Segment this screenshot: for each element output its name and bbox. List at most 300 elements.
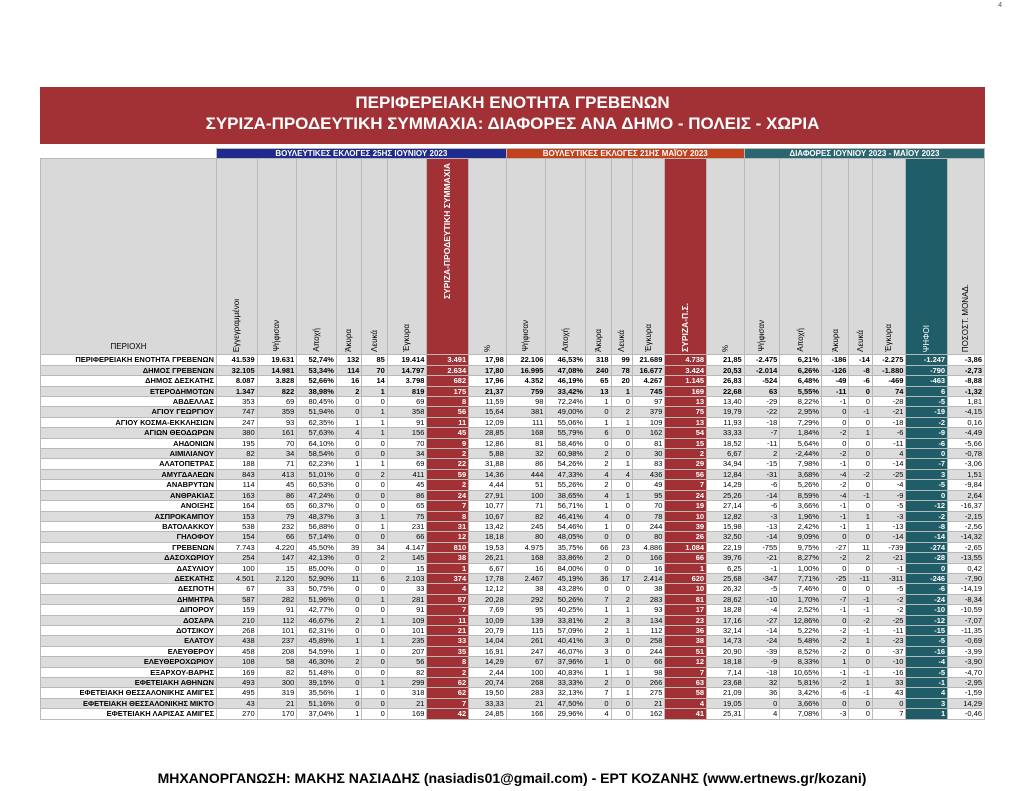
table-cell: 64,10% (297, 438, 337, 448)
table-cell: -22 (744, 407, 780, 417)
table-cell: 245 (506, 521, 546, 531)
table-cell: -14 (744, 625, 780, 635)
table-cell: 0 (362, 667, 387, 677)
table-cell: 1 (362, 615, 387, 625)
table-cell: 45 (257, 480, 297, 490)
table-cell: -311 (872, 573, 906, 583)
table-cell: 47,24% (297, 490, 337, 500)
table-cell: 75 (665, 407, 707, 417)
table-row (41, 563, 985, 573)
table-cell: 0 (336, 501, 361, 511)
table-cell: -5 (744, 584, 780, 594)
table-cell: -1 (744, 563, 780, 573)
table-cell: 1 (611, 667, 632, 677)
table-cell: 268 (216, 625, 257, 635)
table-cell: 38,65% (546, 490, 586, 500)
table-cell: 353 (216, 397, 257, 407)
table-cell: 0 (611, 449, 632, 459)
table-cell: -14 (872, 459, 906, 469)
table-cell: -14,19 (948, 584, 985, 594)
table-cell: 493 (216, 678, 257, 688)
table-cell: 43 (872, 688, 906, 698)
table-cell: 25,68 (707, 573, 745, 583)
region-name: ΑΜΥΓΔΑΛΕΩΝ (41, 469, 217, 479)
table-row (41, 646, 985, 656)
table-cell: 1 (611, 625, 632, 635)
table-cell: -2 (822, 625, 849, 635)
table-cell: 2.103 (387, 573, 427, 583)
table-cell: -5 (906, 667, 948, 677)
table-cell: 19,05 (707, 698, 745, 708)
table-cell: 91 (387, 417, 427, 427)
table-cell: 0 (611, 553, 632, 563)
region-name: ΑΓΙΟΥ ΓΕΩΡΓΙΟΥ (41, 407, 217, 417)
table-cell: 166 (506, 709, 546, 719)
table-cell: 12,84 (707, 469, 745, 479)
table-cell: 4 (586, 511, 611, 521)
table-cell: 0 (611, 709, 632, 719)
region-name: ΔΟΣΑΡΑ (41, 615, 217, 625)
table-cell: 7 (665, 480, 707, 490)
table-cell: 1 (611, 688, 632, 698)
table-cell: -1 (849, 625, 872, 635)
table-cell: 2 (849, 553, 872, 563)
table-cell: -1 (849, 407, 872, 417)
table-cell: 0 (849, 698, 872, 708)
table-cell: 318 (586, 355, 611, 365)
table-cell: 7,14 (707, 667, 745, 677)
table-cell: 1 (586, 667, 611, 677)
table-cell: 50,26% (546, 594, 586, 604)
table-cell: -24 (744, 636, 780, 646)
table-cell: 17,98 (469, 355, 507, 365)
table-cell: 3.828 (257, 376, 297, 386)
table-cell: -14 (906, 532, 948, 542)
table-row (41, 594, 985, 604)
table-cell: 759 (506, 386, 546, 396)
table-cell: 16,91 (469, 646, 507, 656)
table-cell: 14,29 (707, 480, 745, 490)
table-cell: 66 (665, 553, 707, 563)
table-cell: 13 (665, 397, 707, 407)
table-cell: 266 (632, 678, 665, 688)
table-cell: 37,04% (297, 709, 337, 719)
table-cell: 0 (849, 449, 872, 459)
table-cell: 18,18 (469, 532, 507, 542)
table-cell: -12 (906, 615, 948, 625)
table-cell: 93 (257, 417, 297, 427)
table-cell: 438 (216, 636, 257, 646)
table-cell: 2 (427, 667, 469, 677)
table-cell: 0 (849, 438, 872, 448)
table-cell: 32 (506, 449, 546, 459)
table-cell: 21,85 (707, 355, 745, 365)
table-cell: -2,15 (948, 511, 985, 521)
table-cell: -25 (872, 615, 906, 625)
table-cell: 3 (906, 469, 948, 479)
table-cell: 70 (632, 501, 665, 511)
table-cell: 261 (506, 636, 546, 646)
table-cell: 4 (427, 584, 469, 594)
table-cell: 17 (665, 605, 707, 615)
table-cell: 45,19% (546, 573, 586, 583)
footer-credit: ΜΗΧΑΝΟΡΓΑΝΩΣΗ: ΜΑΚΗΣ ΝΑΣΙΑΔΗΣ (nasiadis01@gmail.com) - ΕΡΤ ΚΟΖΑΝΗΣ (www.ertnews.gr/kozani) (157, 770, 867, 786)
table-cell: 66 (257, 532, 297, 542)
table-cell: 6 (362, 573, 387, 583)
table-cell: 21 (387, 698, 427, 708)
table-cell: 5,81% (780, 678, 822, 688)
table-cell: 374 (427, 573, 469, 583)
table-cell: 82 (216, 449, 257, 459)
table-cell: -1 (822, 521, 849, 531)
table-cell: 2 (586, 625, 611, 635)
table-cell: 0 (362, 501, 387, 511)
table-cell: 52,66% (297, 376, 337, 386)
table-cell: 0 (362, 657, 387, 667)
table-cell: -9 (872, 490, 906, 500)
table-cell: 7,29% (780, 417, 822, 427)
table-cell: 39,15% (297, 678, 337, 688)
table-cell: 6,67 (707, 449, 745, 459)
table-cell: 0 (586, 407, 611, 417)
table-cell: 91 (387, 605, 427, 615)
table-cell: 4.501 (216, 573, 257, 583)
table-cell: 35,75% (546, 542, 586, 552)
table-cell: 31,88 (469, 459, 507, 469)
table-cell: 2 (586, 449, 611, 459)
table-cell: 39 (665, 521, 707, 531)
table-cell: -3,86 (948, 355, 985, 365)
table-cell: 70 (387, 438, 427, 448)
table-cell: 11,59 (469, 397, 507, 407)
table-cell: 57,63% (297, 428, 337, 438)
table-cell: 24,85 (469, 709, 507, 719)
region-name: ΑΣΠΡΟΚΑΜΠΟΥ (41, 511, 217, 521)
table-cell: 20 (611, 376, 632, 386)
table-cell: 13,42 (469, 521, 507, 531)
table-cell: 7 (665, 667, 707, 677)
table-cell: 3.424 (665, 365, 707, 375)
table-row (41, 636, 985, 646)
table-cell: -2 (872, 605, 906, 615)
table-cell: 112 (257, 615, 297, 625)
table-cell: 0 (822, 615, 849, 625)
table-row (41, 615, 985, 625)
table-cell: 99 (611, 355, 632, 365)
table-cell: -2,56 (948, 521, 985, 531)
table-cell: 0 (586, 438, 611, 448)
table-cell: 1,96% (780, 511, 822, 521)
table-cell: 25,26 (707, 490, 745, 500)
table-cell: -0,46 (948, 709, 985, 719)
table-cell: 379 (632, 407, 665, 417)
table-cell: 55,79% (546, 428, 586, 438)
table-cell: 0 (611, 521, 632, 531)
table-cell: -11 (744, 438, 780, 448)
table-cell: 0 (362, 397, 387, 407)
table-cell: 2 (336, 615, 361, 625)
table-cell: -5 (872, 584, 906, 594)
table-cell: 4 (744, 709, 780, 719)
table-cell: 7,71% (780, 573, 822, 583)
table-cell: 45,50% (297, 542, 337, 552)
table-cell: -4 (822, 490, 849, 500)
table-row (41, 428, 985, 438)
table-cell: 1 (362, 678, 387, 688)
title-banner (40, 87, 985, 144)
page-number: 4 (998, 2, 1002, 9)
table-cell: 9,75% (780, 542, 822, 552)
table-cell: 1 (336, 459, 361, 469)
table-cell: 69 (387, 459, 427, 469)
table-cell: -0,69 (948, 636, 985, 646)
table-cell: 170 (257, 709, 297, 719)
table-cell: 24 (665, 490, 707, 500)
table-row (41, 667, 985, 677)
table-cell: 0 (336, 594, 361, 604)
table-cell: 33 (427, 636, 469, 646)
col-header: Αποχή (297, 159, 337, 355)
table-cell: 24 (427, 490, 469, 500)
table-cell: 3 (586, 636, 611, 646)
table-cell: 0 (362, 438, 387, 448)
table-cell: 380 (216, 428, 257, 438)
table-row (41, 449, 985, 459)
table-cell: 78 (611, 365, 632, 375)
table-cell: -15 (906, 625, 948, 635)
table-cell: 14,29 (948, 698, 985, 708)
table-cell: 1 (849, 521, 872, 531)
table-cell: 1 (586, 417, 611, 427)
table-cell: 20,79 (469, 625, 507, 635)
col-header: Έγκυρα (387, 159, 427, 355)
table-cell: 411 (387, 469, 427, 479)
table-cell: 8,59% (780, 490, 822, 500)
diff-group-header: ΔΙΑΦΟΡΕΣ ΙΟΥΝΙΟΥ 2023 - ΜΑΪΟΥ 2023 (744, 149, 984, 159)
table-cell: 1 (427, 563, 469, 573)
table-cell: 20,28 (469, 594, 507, 604)
table-cell: 0 (849, 459, 872, 469)
table-cell: 1,70% (780, 594, 822, 604)
table-cell: 0 (906, 563, 948, 573)
table-cell: 67 (216, 584, 257, 594)
table-cell: 18,28 (707, 605, 745, 615)
table-cell: 34 (362, 542, 387, 552)
col-header: Έγκυρα (632, 159, 665, 355)
table-cell: -7 (744, 428, 780, 438)
table-cell: 56 (387, 657, 427, 667)
table-cell: 6 (906, 386, 948, 396)
table-cell: 50,75% (297, 584, 337, 594)
table-cell: 358 (387, 407, 427, 417)
table-cell: 0 (336, 563, 361, 573)
table-cell: 13,40 (707, 397, 745, 407)
table-cell: 2 (336, 386, 361, 396)
table-cell: 46,53% (546, 355, 586, 365)
table-cell: -2 (822, 553, 849, 563)
table-cell: 78 (632, 511, 665, 521)
region-name: ΕΛΕΥΘΕΡΟΥ (41, 646, 217, 656)
table-cell: 11,93 (707, 417, 745, 427)
table-cell: 31 (427, 521, 469, 531)
table-cell: -6 (906, 584, 948, 594)
table-cell: 51,48% (297, 667, 337, 677)
table-cell: 0 (849, 386, 872, 396)
table-cell: 0 (822, 584, 849, 594)
table-cell: 111 (506, 417, 546, 427)
table-cell: -2.275 (872, 355, 906, 365)
table-cell: 1 (849, 678, 872, 688)
table-cell: -11 (872, 625, 906, 635)
table-cell: -29 (744, 397, 780, 407)
table-cell: 1 (362, 428, 387, 438)
table-cell: 2 (586, 553, 611, 563)
table-cell: 1 (362, 636, 387, 646)
table-cell: 21 (257, 698, 297, 708)
table-cell: 2,44 (469, 667, 507, 677)
table-cell: 231 (387, 521, 427, 531)
table-cell: 7,08% (780, 709, 822, 719)
table-cell: -49 (822, 376, 849, 386)
table-cell: 4.975 (506, 542, 546, 552)
table-cell: 0 (611, 698, 632, 708)
table-cell: 0 (336, 480, 361, 490)
table-cell: 65 (387, 501, 427, 511)
col-header: % (707, 159, 745, 355)
table-row (41, 553, 985, 563)
table-cell: 4 (906, 688, 948, 698)
table-cell: -6 (849, 376, 872, 386)
table-cell: 42,77% (297, 605, 337, 615)
table-cell: -8 (906, 521, 948, 531)
table-cell: 8 (427, 657, 469, 667)
table-cell: 1 (665, 563, 707, 573)
table-cell: 2 (427, 480, 469, 490)
table-cell: -14,32 (948, 532, 985, 542)
table-cell: -27 (822, 542, 849, 552)
table-cell: 4 (611, 469, 632, 479)
region-name: ΔΙΠΟΡΟΥ (41, 605, 217, 615)
table-cell: 42,13% (297, 553, 337, 563)
region-name: ΕΛΕΥΘΕΡΟΧΩΡΙΟΥ (41, 657, 217, 667)
table-cell: -755 (744, 542, 780, 552)
table-cell: 4 (586, 709, 611, 719)
table-cell: 98 (632, 667, 665, 677)
table-cell: 53,34% (297, 365, 337, 375)
table-cell: 32,13% (546, 688, 586, 698)
table-cell: -18 (744, 417, 780, 427)
table-cell: 16.995 (506, 365, 546, 375)
table-cell: 26,32 (707, 584, 745, 594)
table-cell: 51 (665, 646, 707, 656)
table-cell: -2 (822, 428, 849, 438)
table-cell: 0 (611, 646, 632, 656)
table-cell: 1 (849, 636, 872, 646)
table-row (41, 365, 985, 375)
table-row (41, 480, 985, 490)
table-cell: -4,49 (948, 428, 985, 438)
col-header: Εγγεγραμμένοι (216, 159, 257, 355)
table-cell: 162 (632, 709, 665, 719)
table-cell: 1 (362, 407, 387, 417)
table-cell: 32 (744, 678, 780, 688)
table-row (41, 459, 985, 469)
region-name: ΒΑΤΟΛΑΚΚΟΥ (41, 521, 217, 531)
table-cell: 46,41% (546, 511, 586, 521)
table-cell: 52,90% (297, 573, 337, 583)
table-cell: 0 (849, 532, 872, 542)
table-cell: 0 (336, 698, 361, 708)
table-cell: 67 (506, 657, 546, 667)
table-cell: 37,96% (546, 657, 586, 667)
col-header: % (469, 159, 507, 355)
table-cell: 381 (506, 407, 546, 417)
table-cell: 0 (336, 605, 361, 615)
table-cell: -27 (744, 615, 780, 625)
table-cell: 38 (665, 636, 707, 646)
table-cell: 23 (665, 615, 707, 625)
table-cell: 58 (665, 688, 707, 698)
table-cell: -2 (822, 449, 849, 459)
table-cell: 12,86% (780, 615, 822, 625)
table-cell: 16 (506, 563, 546, 573)
table-cell: 300 (257, 678, 297, 688)
table-cell: 1,84% (780, 428, 822, 438)
table-cell: 2 (611, 407, 632, 417)
table-cell: 22,19 (707, 542, 745, 552)
table-cell: 2 (427, 449, 469, 459)
table-cell: 58,54% (297, 449, 337, 459)
table-cell: 162 (632, 428, 665, 438)
table-cell: -2 (906, 417, 948, 427)
table-cell: 54,59% (297, 646, 337, 656)
col-header: ΨΗΦΟΙ (906, 159, 948, 355)
table-cell: 58,46% (546, 438, 586, 448)
table-cell: 56,71% (546, 501, 586, 511)
table-cell: 20,90 (707, 646, 745, 656)
table-cell: 86 (387, 490, 427, 500)
table-cell: 57 (427, 594, 469, 604)
region-name: ΑΓΙΩΝ ΘΕΟΔΩΡΩΝ (41, 428, 217, 438)
table-cell: 54,46% (546, 521, 586, 531)
table-row (41, 511, 985, 521)
table-cell: 55,26% (546, 480, 586, 490)
col-header: Λευκά (849, 159, 872, 355)
region-name: ΕΦΕΤΕΙΑΚΗ ΘΕΣΣΑΛΟΝΙΚΗΣ ΑΜΙΓΕΣ (41, 688, 217, 698)
table-cell: 46,30% (297, 657, 337, 667)
table-cell: -7 (906, 459, 948, 469)
table-cell: 42 (427, 709, 469, 719)
table-cell: 82 (506, 511, 546, 521)
table-cell: 0 (872, 698, 906, 708)
table-row (41, 657, 985, 667)
table-cell: 38 (506, 584, 546, 594)
table-cell: 2,95% (780, 407, 822, 417)
table-cell: 169 (387, 709, 427, 719)
table-cell: 112 (632, 625, 665, 635)
table-cell: 3 (611, 615, 632, 625)
table-cell: 4 (336, 428, 361, 438)
table-cell: 282 (257, 594, 297, 604)
table-cell: 60,98% (546, 449, 586, 459)
table-cell: 79 (257, 511, 297, 521)
table-cell: 11 (427, 615, 469, 625)
table-cell: 0 (849, 417, 872, 427)
table-cell: -2 (822, 678, 849, 688)
table-cell: 1 (362, 521, 387, 531)
table-cell: -1,59 (948, 688, 985, 698)
table-cell: 1 (362, 511, 387, 521)
